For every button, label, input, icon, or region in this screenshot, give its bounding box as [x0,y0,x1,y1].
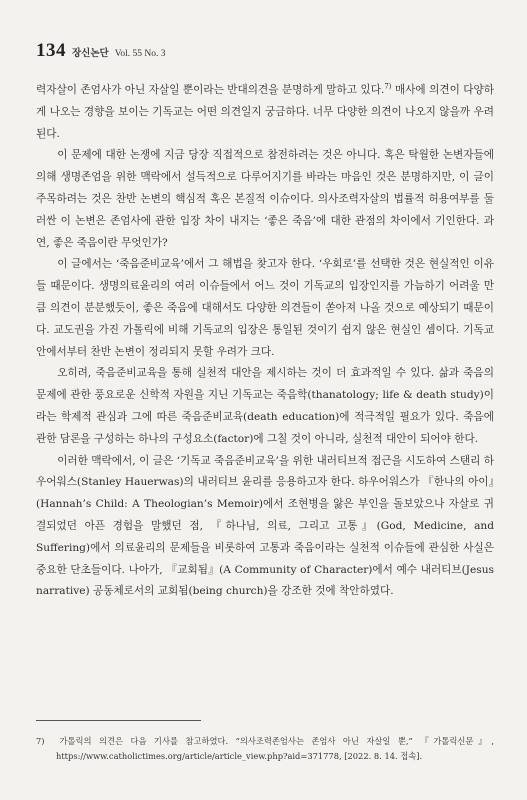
running-header [36,40,165,62]
footnote-text: 가톨릭의 의견은 다음 기사를 참고하였다. “의사조력존엄사는 존엄사 아닌 자살일 뿐,” 『가톨릭신문』, https://www.catholictimes.org/article/article_view.php?aid=371778, [2022. 8. 14. 접속]. [56,736,494,761]
paragraph: 이 문제에 대한 논쟁에 지금 당장 직접적으로 참전하려는 것은 아니다. 혹은 탁월한 논변자들에 의해 생명존엄을 위한 맥락에서 설득적으로 다루어지기를 바라는 마음인 것은 분명하지만, 이 글이 주목하려는 것은 찬반 논변의 핵심적 혹은 본질적 이슈이다. 의사조력자살의 법률적 허용여부를 둘러싼 이 논변은 존엄사에 관한 입장 차이 내지는 ‘좋은 죽음’에 대한 관점의 차이에서 기인한다. 과연, 좋은 죽음이란 무엇인가? [36,149,494,249]
page-number: 134 [36,40,66,61]
footnote-ref: 7) [384,82,392,91]
footnote [36,734,494,764]
volume-issue: Vol. 55 No. 3 [114,49,166,59]
paragraph: 이러한 맥락에서, 이 글은 ‘기독교 죽음준비교육’을 위한 내러티브적 접근을 시도하여 스탠리 하우어워스(Stanley Hauerwas)의 내러티브 윤리를 응용하고자 한다. 하우어워스가 『한나의 아이』(Hannah’s Child: A Theologian’s Memoir)에서 조현병을 앓은 부인을 돌보았으나 자살로 귀결되었던 아픈 경험을 말했던 점, 『하나님, 의료, 그리고 고통』(God, Medicine, and Suffering)에서 의료윤리의 문제들을 비롯하여 고통과 죽음이라는 실천적 이슈들에 관심한 사실은 중요한 단초들이다. 나아가, 『교회됨』(A Community of Character)에서 예수 내러티브(Jesus narrative) 공동체로서의 교회됨(being church)을 강조한 것에 착안하였다. [36,454,494,598]
footnote-divider [36,720,201,721]
paragraph: 오히려, 죽음준비교육을 통해 실천적 대안을 제시하는 것이 더 효과적일 수 있다. 삶과 죽음의 문제에 관한 풍요로운 신학적 자원을 지닌 기독교는 죽음학(thanatology; life & death study)이라는 학제적 관심과 그에 따른 죽음준비교육(death education)에 적극적일 필요가 있다. 죽음에 관한 담론을 구성하는 하나의 구성요소(factor)에 그칠 것이 아니라, 실천적 대안이 되어야 한다. [36,367,494,445]
main-text [36,80,494,603]
journal-title: 장신논단 [72,48,109,59]
footnote-marker: 7) [36,736,45,746]
paragraph-continued: 력자살이 존엄사가 아닌 자살일 뿐이라는 반대의견을 분명하게 말하고 있다.$^{7)}$ 매사에 의견이 다양하게 나오는 경향을 보이는 기독교는 어떤 의견일지 궁금하다. 너무 다양한 의견이 나오지 않을까 우려된다. [36,82,494,140]
paragraph: 이 글에서는 ‘죽음준비교육’에서 그 해법을 찾고자 한다. ‘우회로’를 선택한 것은 현실적인 이유들 때문이다. 생명의료윤리의 여러 이슈들에서 어느 것이 기독교의 입장인지를 가늠하기 어려울 만큼 의견이 분분했듯이, 좋은 죽음에 대해서도 다양한 의견들이 쏟아져 나올 것으로 예상되기 때문이다. 교도권을 가진 가톨릭에 비해 기독교의 입장은 통일된 것이기 쉽지 않은 현실인 셈이다. 기독교 안에서부터 찬반 논변이 정리되지 못할 우려가 크다. [36,258,494,358]
